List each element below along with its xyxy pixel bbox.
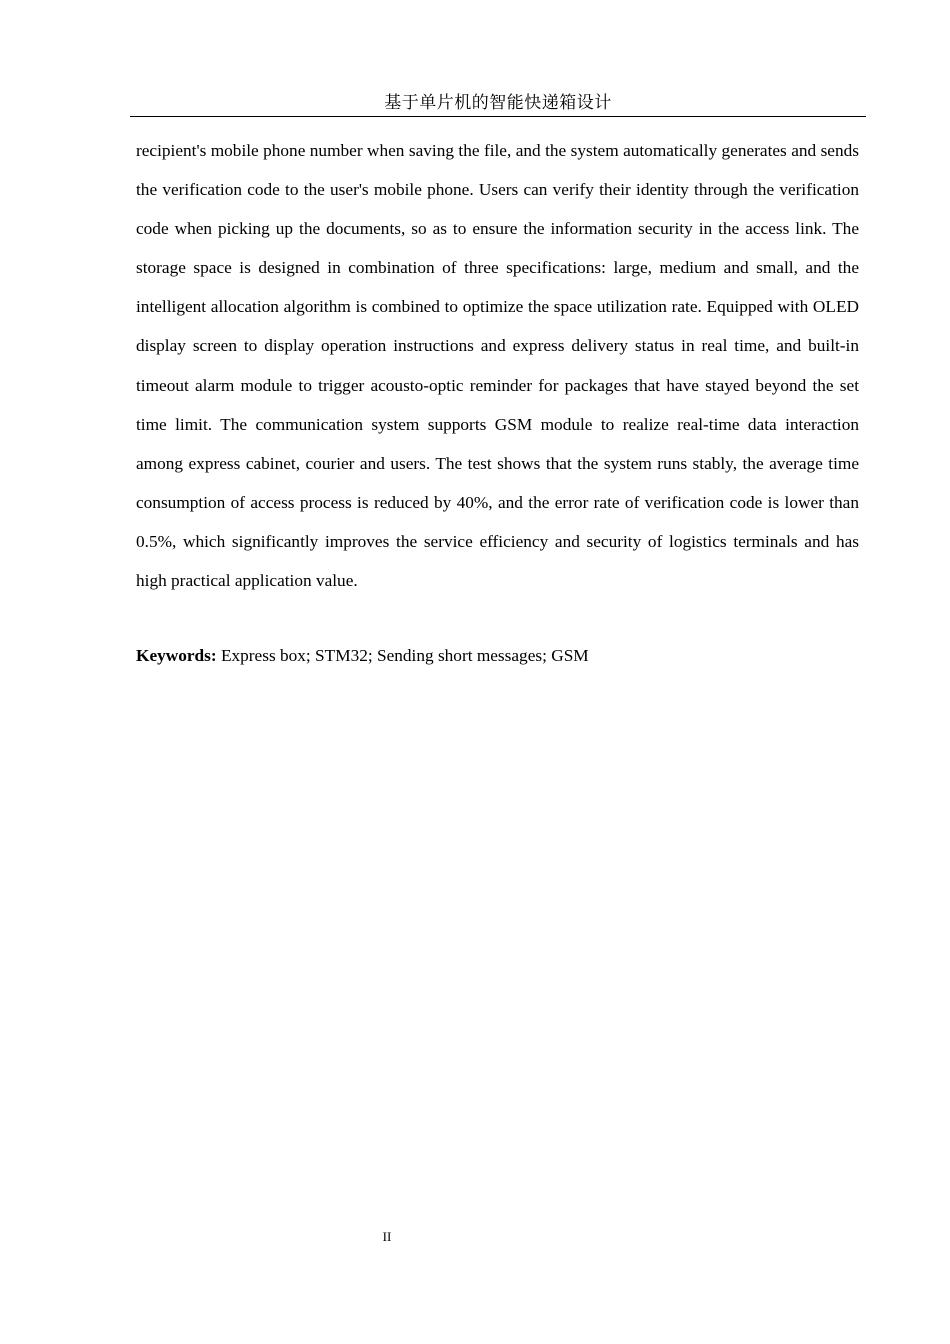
keywords-line xyxy=(136,643,859,669)
page-number: II xyxy=(382,1229,392,1244)
keywords-label: Keywords: xyxy=(136,646,217,665)
keywords-text: Express box; STM32; Sending short messages; GSM xyxy=(216,646,589,665)
abstract-body: recipient's mobile phone number when saving the file, and the system automatically generates and sends the verification code to the user's mobile phone. Users can verify their identity through the verification code when picking up the documents, so as to ensure the information security in the access link. The storage space is designed in combination of three specifications: large, medium and small, and the intelligent allocation algorithm is combined to optimize the space utilization rate. Equipped with OLED display screen to display operation instructions and express delivery status in real time, and built-in timeout alarm module to trigger acousto-optic reminder for packages that have stayed beyond the set time limit. The communication system supports GSM module to realize real-time data interaction among express cabinet, courier and users. The test shows that the system runs stably, the average time consumption of access process is reduced by 40%, and the error rate of verification code is lower than 0.5%, which significantly improves the service efficiency and security of logistics terminals and has high practical application value. xyxy=(136,141,859,591)
running-header: 基于单片机的智能快递箱设计 xyxy=(130,92,866,117)
